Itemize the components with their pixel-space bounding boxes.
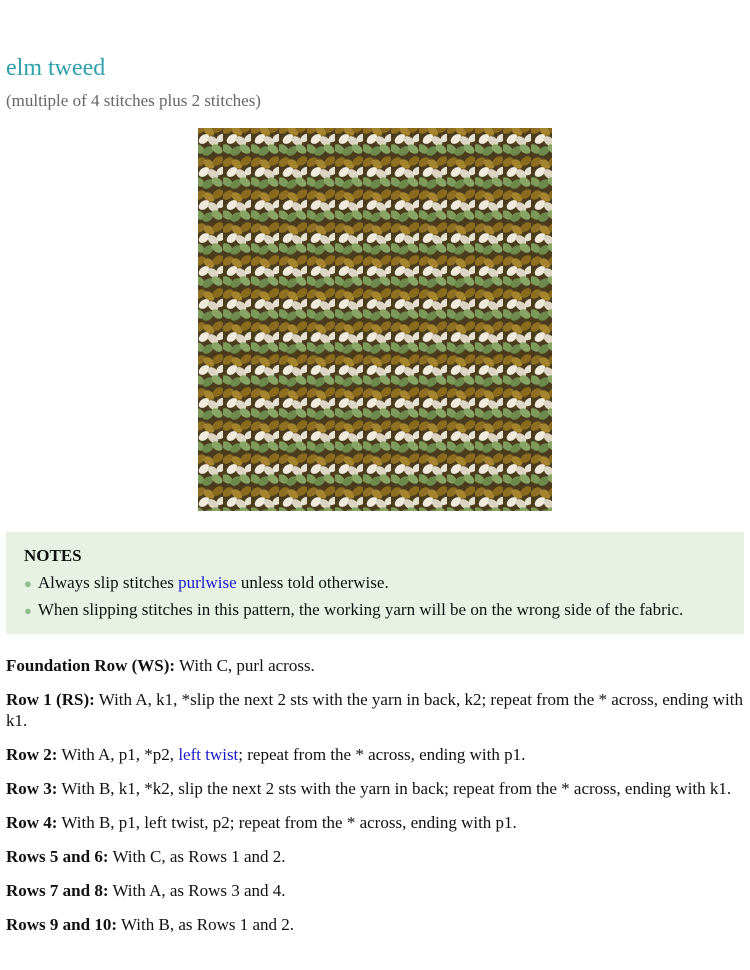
- note-item: ● When slipping stitches in this pattern, the working yarn will be on the wrong side of the fabric.: [24, 600, 684, 619]
- bullet-icon: ●: [24, 603, 32, 618]
- row-instructions: [6, 655, 746, 948]
- row-foundation: Foundation Row (WS): With C, purl across.: [6, 656, 315, 675]
- row-4: Row 4: With B, p1, left twist, p2; repeat from the * across, ending with p1.: [6, 813, 517, 832]
- row-2: Row 2: With A, p1, *p2, left twist; repeat from the * across, ending with p1.: [6, 745, 526, 764]
- rows-9-10: Rows 9 and 10: With B, as Rows 1 and 2.: [6, 915, 295, 934]
- notes-list: [24, 570, 744, 624]
- note-item: ● Always slip stitches purlwise unless told otherwise.: [24, 573, 389, 592]
- left-twist-link[interactable]: left twist: [178, 745, 239, 764]
- page-title: elm tweed: [6, 55, 106, 81]
- notes-heading: NOTES: [24, 546, 82, 565]
- notes-box: [6, 532, 744, 634]
- rows-5-6: Rows 5 and 6: With C, as Rows 1 and 2.: [6, 847, 286, 866]
- row-3: Row 3: With B, k1, *k2, slip the next 2 sts with the yarn in back; repeat from the * across, ending with k1.: [6, 779, 732, 798]
- purlwise-link[interactable]: purlwise: [178, 573, 237, 592]
- rows-7-8: Rows 7 and 8: With A, as Rows 3 and 4.: [6, 881, 286, 900]
- knit-swatch-photo: [198, 128, 552, 511]
- stitch-multiple: (multiple of 4 stitches plus 2 stitches): [6, 91, 261, 110]
- bullet-icon: ●: [24, 576, 32, 591]
- row-1: Row 1 (RS): With A, k1, *slip the next 2 sts with the yarn in back, k2; repeat from the * across, ending with k1.: [6, 690, 743, 730]
